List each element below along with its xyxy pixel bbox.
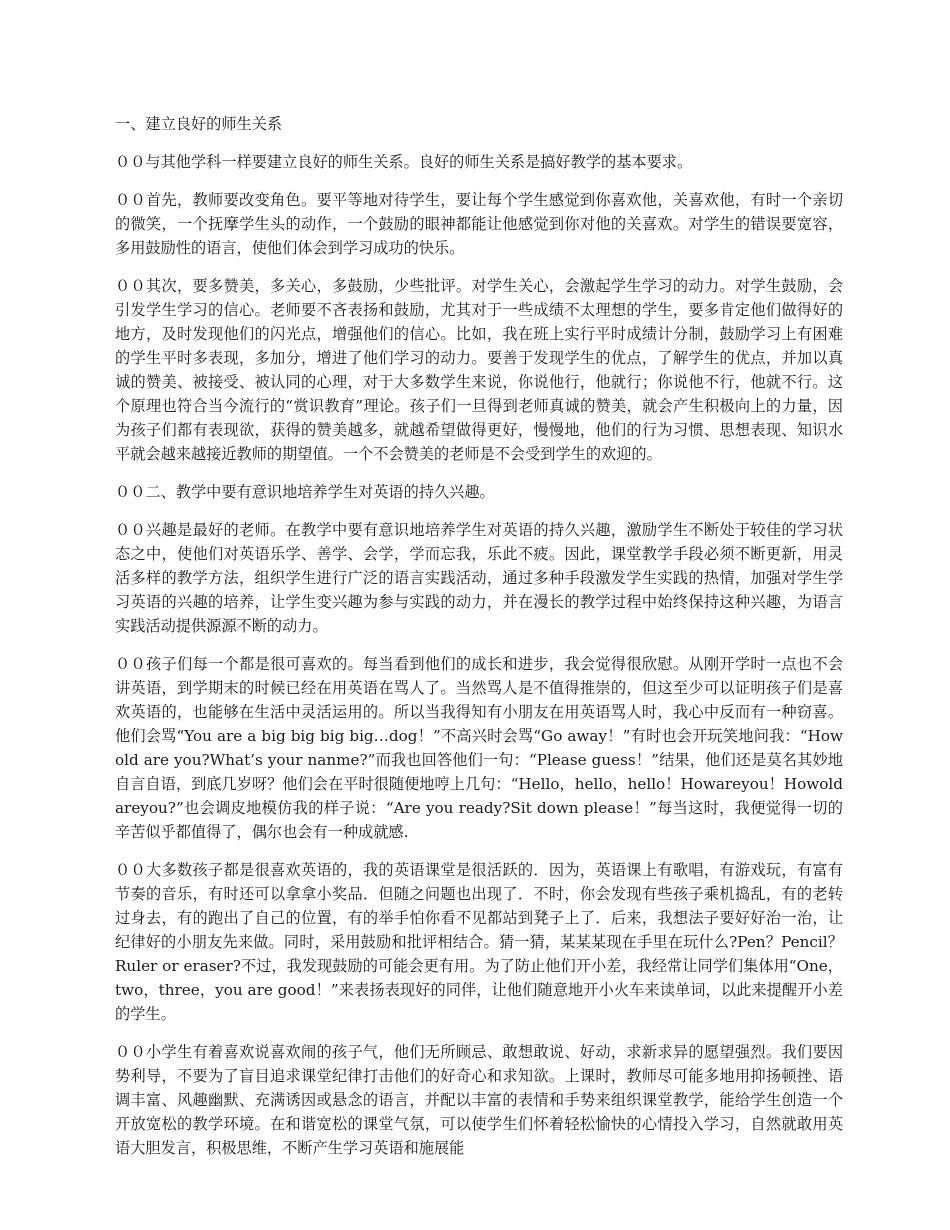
paragraph: ００兴趣是最好的老师。在教学中要有意识地培养学生对英语的持久兴趣，激励学生不断处于较佳的学习状态之中，使他们对英语乐学、善学、会学，学而忘我，乐此不疲。因此，课堂教学手段必须不断更新，用灵活多样的教学方法，组织学生进行广泛的语言实践活动，通过多种手段激发学生实践的热情，加强对学生学习英语的兴趣的培养，让学生变兴趣为参与实践的动力，并在漫长的教学过程中始终保持这种兴趣，为语言实践活动提供源源不断的动力。: [115, 521, 843, 635]
paragraph: ００其次，要多赞美，多关心，多鼓励，少些批评。对学生关心，会激起学生学习的动力。对学生鼓励，会引发学生学习的信心。老师要不吝表扬和鼓励，尤其对于一些成绩不太理想的学生，要多肯定他们做得好的地方，及时发现他们的闪光点，增强他们的信心。比如，我在班上实行平时成绩计分制，鼓励学习上有困难的学生平时多表现，多加分，增进了他们学习的动力。要善于发现学生的优点，了解学生的优点，并加以真诚的赞美、被接受、被认同的心理，对于大多数学生来说，你说他行，他就行；你说他不行，他就不行。这个原理也符合当今流行的“赏识教育”理论。孩子们一旦得到老师真诚的赞美，就会产生积极向上的力量，因为孩子们都有表现欲，获得的赞美越多，就越希望做得更好，慢慢地，他们的行为习惯、思想表现、知识水平就会越来越接近教师的期望值。一个不会赞美的老师是不会受到学生的欢迎的。: [115, 277, 843, 463]
document-body: [115, 112, 843, 1174]
paragraph: ００与其他学科一样要建立良好的师生关系。良好的师生关系是搞好教学的基本要求。: [115, 153, 693, 171]
paragraph: ００二、教学中要有意识地培养学生对英语的持久兴趣。: [115, 483, 495, 501]
paragraph: ００大多数孩子都是很喜欢英语的，我的英语课堂是很活跃的．因为，英语课上有歌唱，有游戏玩，有富有节奏的音乐，有时还可以拿拿小奖品．但随之问题也出现了．不时，你会发现有些孩子乘机捣乱，有的老转过身去，有的跑出了自己的位置，有的举手怕你看不见都站到凳子上了．后来，我想法子要好好治一治，让纪律好的小朋友先来做。同时，采用鼓励和批评相结合。猜一猜，某某某现在手里在玩什么?Pen？Pencil？Ruler or eraser?不过，我发现鼓励的可能会更有用。为了防止他们开小差，我经常让同学们集体用“One，two，three，you are good！”来表扬表现好的同伴，让他们随意地开小火车来读单词，以此来提醒开小差的学生。: [115, 861, 843, 1023]
paragraph: ００孩子们每一个都是很可喜欢的。每当看到他们的成长和进步，我会觉得很欣慰。从刚开学时一点也不会讲英语，到学期末的时候已经在用英语在骂人了。当然骂人是不值得推崇的，但这至少可以证明孩子们是喜欢英语的，也能够在生活中灵活运用的。所以当我得知有小朋友在用英语骂人时，我心中反而有一种窃喜。他们会骂“You are a big big big big…dog！”不高兴时会骂“Go away！”有时也会开玩笑地问我：“How old are you?What’s your nanme?”而我也回答他们一句：“Please guess！”结果，他们还是莫名其妙地自言自语，到底几岁呀？他们会在平时很随便地哼上几句：“Hello，hello，hello！Howareyou！Howoldareyou?”也会调皮地模仿我的样子说：“Are you ready?Sit down please！”每当这时，我便觉得一切的辛苦似乎都值得了，偶尔也会有一种成就感.: [115, 655, 843, 841]
section-heading: 一、建立良好的师生关系: [115, 115, 283, 133]
paragraph: ００小学生有着喜欢说喜欢闹的孩子气，他们无所顾忌、敢想敢说、好动，求新求异的愿望强烈。我们要因势利导，不要为了盲目追求课堂纪律打击他们的好奇心和求知欲。上课时，教师尽可能多地用抑扬顿挫、语调丰富、风趣幽默、充满诱因或悬念的语言，并配以丰富的表情和手势来组织课堂教学，能给学生创造一个开放宽松的教学环境。在和谐宽松的课堂气氛，可以使学生们怀着轻松愉快的心情投入学习，自然就敢用英语大胆发言，积极思维，不断产生学习英语和施展能: [115, 1043, 843, 1157]
paragraph: ００首先，教师要改变角色。要平等地对待学生，要让每个学生感觉到你喜欢他，关喜欢他，有时一个亲切的微笑，一个抚摩学生头的动作，一个鼓励的眼神都能让他感觉到你对他的关喜欢。对学生的错误要宽容，多用鼓励性的语言，使他们体会到学习成功的快乐。: [115, 191, 843, 257]
